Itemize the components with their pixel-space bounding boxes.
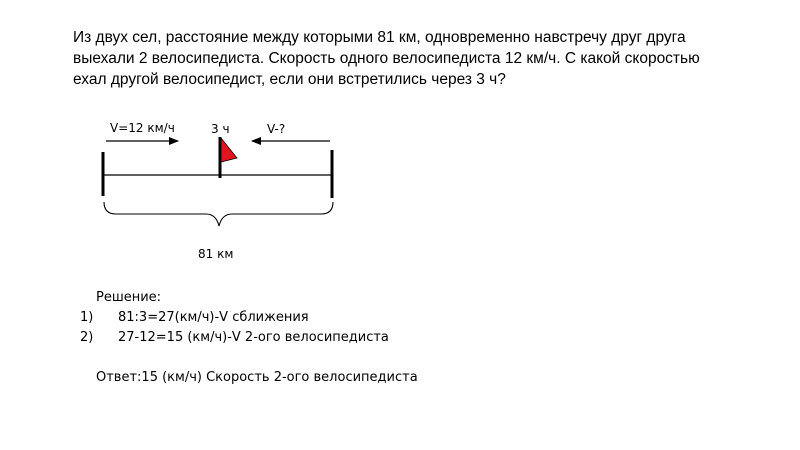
problem-line: Из двух сел, расстояние между которыми 81 км, одновременно навстречу друг друга [73,29,686,46]
solution-title: Решение: [96,290,162,305]
solution-step [80,328,680,348]
meeting-flag-icon [221,138,237,162]
right-speed-label: V-? [267,122,286,136]
solution-steps [80,308,680,348]
solution-step [80,308,680,328]
left-speed-label: V=12 км/ч [110,121,175,135]
solution-block [80,288,680,388]
step-text: 27-12=15 (км/ч)-V 2-ого велосипедиста [118,330,389,345]
step-number: 1) [80,310,94,325]
distance-brace [104,202,333,226]
problem-line: выехали 2 велосипедиста. Скорость одного велосипедиста 12 км/ч. С какой скоростью [73,50,700,67]
step-number: 2) [80,330,94,345]
problem-line: ехал другой велосипедист, если они встретились через 3 ч? [73,71,506,88]
distance-label: 81 км [198,247,234,261]
step-text: 81:3=27(км/ч)-V сближения [118,310,309,325]
answer-text: Ответ:15 (км/ч) Скорость 2-ого велосипедиста [96,370,418,385]
time-label: 3 ч [211,122,230,136]
